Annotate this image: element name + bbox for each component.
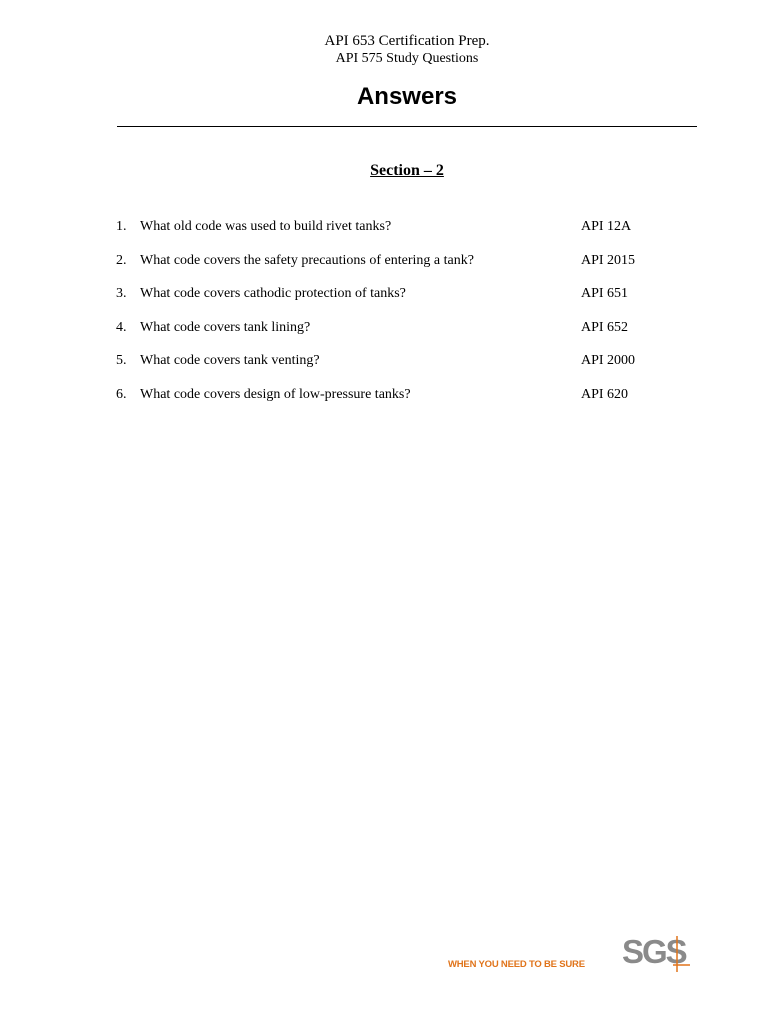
title-divider <box>117 126 697 127</box>
header-line-2: API 575 Study Questions <box>335 51 479 66</box>
logo-crosshair-icon <box>673 934 691 974</box>
question-row <box>0 320 768 340</box>
sgs-logo <box>448 934 693 974</box>
logo-wordmark: SGS <box>622 933 686 970</box>
question-row <box>0 253 768 273</box>
question-number: 3. <box>116 286 127 301</box>
logo-tagline: WHEN YOU NEED TO BE SURE <box>448 959 585 970</box>
question-text: What old code was used to build rivet tanks? <box>140 219 392 234</box>
question-number: 5. <box>116 353 127 368</box>
question-text: What code covers design of low-pressure tanks? <box>140 387 411 402</box>
question-row <box>0 353 768 373</box>
section-heading: Section – 2 <box>370 162 444 179</box>
question-row <box>0 219 768 239</box>
answer-text: API 652 <box>581 320 629 335</box>
question-number: 4. <box>116 320 127 335</box>
question-row <box>0 286 768 306</box>
question-number: 1. <box>116 219 127 234</box>
answer-text: API 620 <box>581 387 629 402</box>
question-row <box>0 387 768 407</box>
question-text: What code covers the safety precautions of entering a tank? <box>140 253 474 268</box>
question-number: 2. <box>116 253 127 268</box>
question-text: What code covers cathodic protection of tanks? <box>140 286 406 301</box>
answer-text: API 651 <box>581 286 629 301</box>
page-title: Answers <box>356 83 458 110</box>
answer-text: API 2015 <box>581 253 636 268</box>
question-text: What code covers tank lining? <box>140 320 311 335</box>
header-line-1: API 653 Certification Prep. <box>324 33 490 49</box>
question-text: What code covers tank venting? <box>140 353 320 368</box>
answer-text: API 2000 <box>581 353 636 368</box>
question-number: 6. <box>116 387 127 402</box>
answer-text: API 12A <box>581 219 632 234</box>
